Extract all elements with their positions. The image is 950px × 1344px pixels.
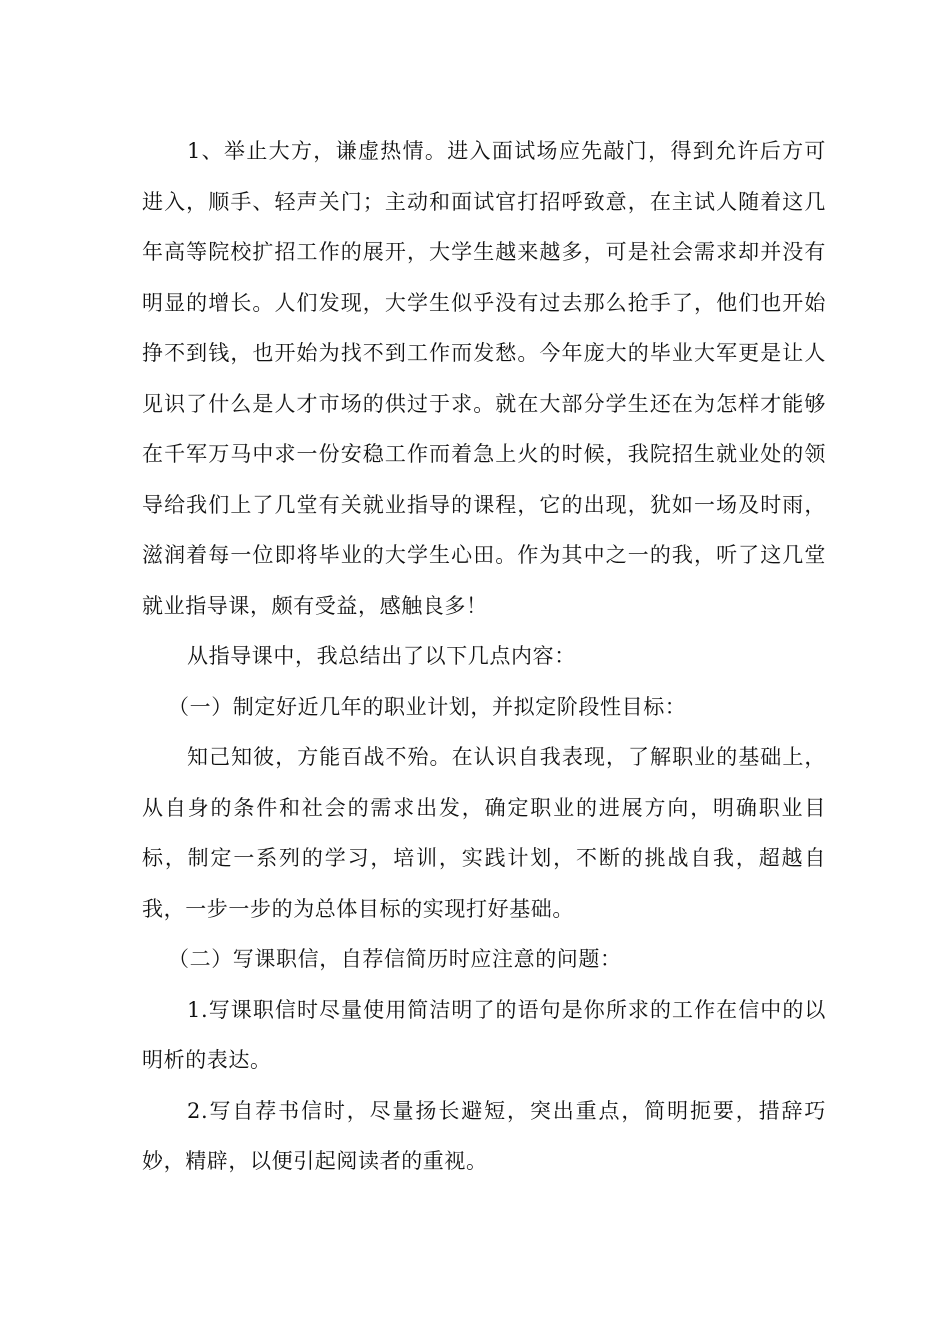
heading-section-two: （二）写课职信，自荐信简历时应注意的问题： bbox=[168, 947, 622, 971]
paragraph-point-two: 2.写自荐书信时，尽量扬长避短，突出重点，简明扼要，措辞巧妙，精辟，以便引起阅读者的重视。 bbox=[142, 1098, 826, 1173]
document-page bbox=[142, 126, 826, 1187]
heading-section-one: （一）制定好近几年的职业计划，并拟定阶段性目标： bbox=[168, 694, 687, 719]
paragraph-career-plan: 知己知彼，方能百战不殆。在认识自我表现，了解职业的基础上，从自身的条件和社会的需求出发，确定职业的进展方向，明确职业目标，制定一系列的学习，培训，实践计划，不断的挑战自我，超越自我，一步一步的为总体目标的实现打好基础。 bbox=[142, 745, 826, 921]
paragraph-interview-intro: 1、举止大方，谦虚热情。进入面试场应先敲门，得到允许后方可进入，顺手、轻声关门；主动和面试官打招呼致意，在主试人随着这几年高等院校扩招工作的展开，大学生越来越多，可是社会需求却并没有明显的增长。人们发现，大学生似乎没有过去那么抢手了，他们也开始挣不到钱，也开始为找不到工作而发愁。今年庞大的毕业大军更是让人见识了什么是人才市场的供过于求。就在大部分学生还在为怎样才能够在千军万马中求一份安稳工作而着急上火的时候，我院招生就业处的领导给我们上了几堂有关就业指导的课程，它的出现，犹如一场及时雨，滋润着每一位即将毕业的大学生心田。作为其中之一的我，听了这几堂就业指导课，颇有受益，感触良多！ bbox=[142, 139, 826, 618]
paragraph-summary-lead: 从指导课中，我总结出了以下几点内容： bbox=[187, 644, 576, 668]
paragraph-point-one: 1.写课职信时尽量使用简洁明了的语句是你所求的工作在信中的以明析的表达。 bbox=[142, 997, 826, 1072]
